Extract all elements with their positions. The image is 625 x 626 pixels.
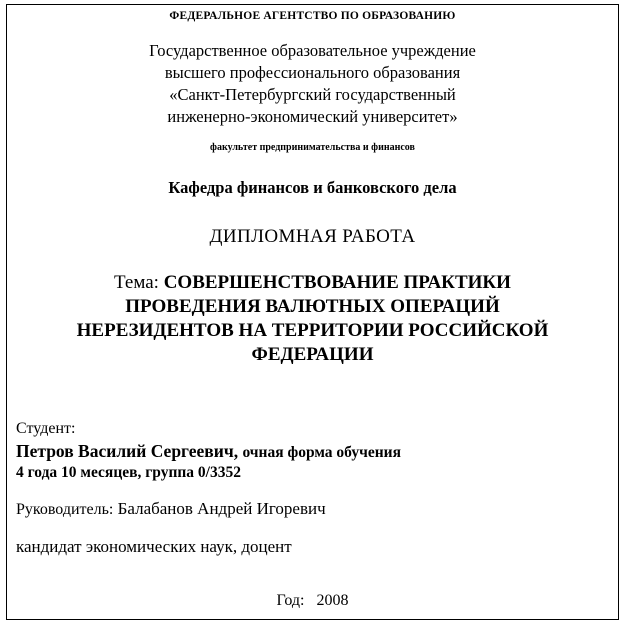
work-type-heading: ДИПЛОМНАЯ РАБОТА — [209, 226, 416, 247]
supervisor-name: Балабанов Андрей Игоревич — [117, 499, 326, 518]
institution-line-1: Государственное образовательное учреждение — [149, 41, 476, 60]
year-label: Год: — [276, 592, 305, 609]
student-details: 4 года 10 месяцев, группа 0/3352 — [16, 464, 241, 481]
faculty-line: факультет предпринимательства и финансов — [210, 142, 415, 153]
topic-title-line-2: ПРОВЕДЕНИЯ ВАЛЮТНЫХ ОПЕРАЦИЙ — [125, 296, 500, 317]
student-name: Петров Василий Сергеевич, — [16, 441, 239, 461]
year-value: 2008 — [316, 592, 349, 609]
institution-block — [0, 40, 625, 128]
student-label: Студент: — [16, 420, 76, 437]
supervisor-line — [16, 499, 326, 519]
student-name-line — [16, 441, 401, 462]
topic-title-line-1: СОВЕРШЕНСТВОВАНИЕ ПРАКТИКИ — [163, 272, 511, 293]
department-line: Кафедра финансов и банковского дела — [168, 178, 457, 197]
topic-title-line-3: НЕРЕЗИДЕНТОВ НА ТЕРРИТОРИИ РОССИЙСКОЙ — [76, 320, 549, 341]
year-line — [0, 592, 625, 610]
agency-header: ФЕДЕРАЛЬНОЕ АГЕНТСТВО ПО ОБРАЗОВАНИЮ — [169, 10, 456, 22]
institution-line-3: «Санкт-Петербургский государственный — [169, 85, 456, 104]
institution-line-2: высшего профессионального образования — [164, 63, 461, 82]
supervisor-degree: кандидат экономических наук, доцент — [16, 537, 292, 556]
topic-block — [0, 271, 625, 367]
supervisor-label: Руководитель: — [16, 501, 114, 518]
institution-line-4: инженерно-экономический университет» — [167, 107, 458, 126]
topic-title-line-4: ФЕДЕРАЦИИ — [251, 344, 374, 365]
topic-line-1 — [0, 271, 625, 295]
topic-label: Тема: — [114, 272, 159, 293]
study-form: очная форма обучения — [242, 444, 401, 461]
